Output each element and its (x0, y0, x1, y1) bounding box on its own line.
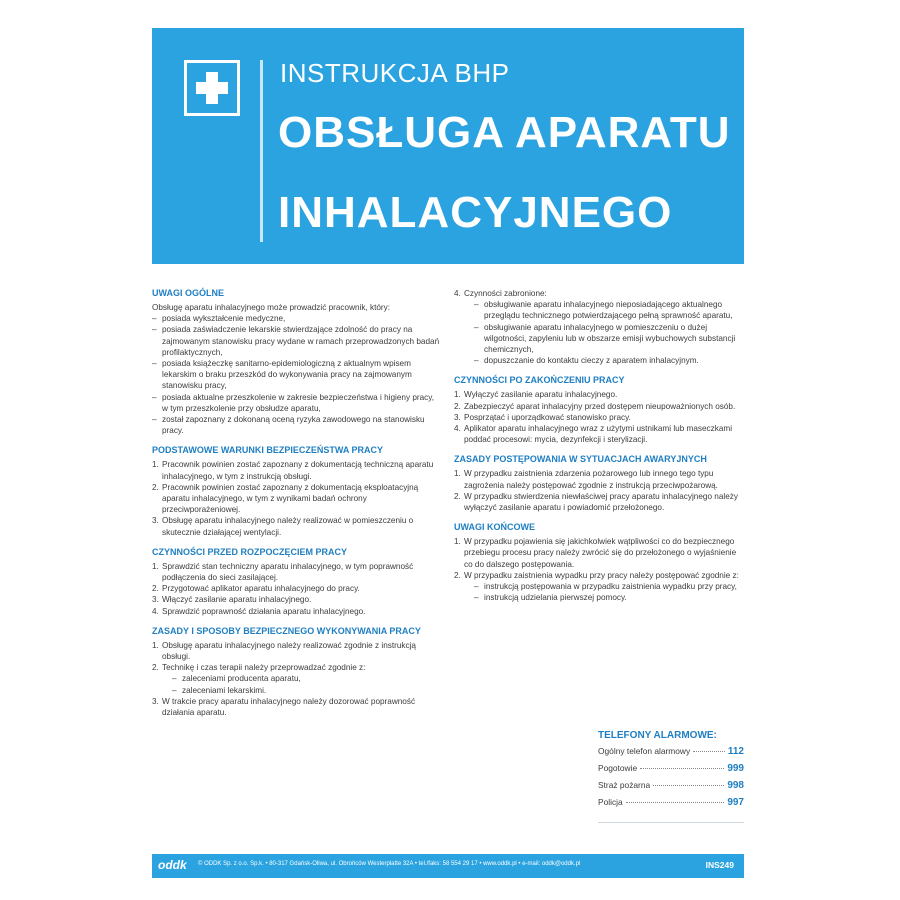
phone-dots (693, 751, 725, 752)
emergency-phones (598, 730, 744, 823)
item-marker: 1. (454, 390, 461, 400)
section-intro: Obsługę aparatu inhalacyjnego może prowadzić pracownik, który: (152, 303, 391, 312)
item-text: Sprawdzić poprawność działania aparatu inhalacyjnego. (162, 606, 366, 616)
footer-bar (152, 854, 744, 878)
section (454, 375, 744, 445)
list-item (152, 662, 442, 696)
item-text: Pracownik powinien zostać zapoznany z dokumentacją techniczną aparatu inhalacyjnego, w tym z instrukcją obsługi. (162, 460, 434, 481)
item-marker: 4. (454, 289, 461, 298)
list-item (454, 401, 744, 412)
sub-item-text: zaleceniami lekarskimi. (182, 685, 267, 695)
section-heading: CZYNNOŚCI PO ZAKOŃCZENIU PRACY (454, 375, 625, 386)
header-kicker: INSTRUKCJA BHP (280, 58, 510, 88)
list-item (454, 536, 744, 570)
phone-dots (640, 768, 724, 769)
phone-dots (653, 785, 724, 786)
phone-row (598, 746, 744, 763)
list-item (152, 459, 442, 481)
phone-number: 997 (727, 797, 744, 808)
item-marker: 1. (454, 537, 461, 547)
item-text: posiada wykształcenie medyczne, (162, 314, 286, 324)
section-list (454, 389, 744, 445)
item-marker: 4. (152, 606, 159, 616)
section-heading: UWAGI OGÓLNE (152, 288, 224, 298)
item-marker: 2. (454, 491, 461, 501)
section-list (454, 288, 744, 366)
sub-list-item (162, 685, 442, 696)
item-text: został zapoznany z dokonaną oceną ryzyka zawodowego na stanowisku pracy. (162, 415, 425, 436)
item-marker: 2. (454, 401, 461, 411)
sub-item-text: obsługiwanie aparatu inhalacyjnego nieposiadającego aktualnego przeglądu technicznego potwierdzającego pełną sprawność aparatu, (484, 300, 733, 321)
phone-label: Policja (598, 797, 623, 807)
instruction-sheet (152, 28, 744, 880)
list-item (454, 570, 744, 604)
sub-list-item (464, 592, 744, 603)
item-marker: 4. (454, 424, 461, 434)
sub-list-item (464, 322, 744, 356)
sub-item-text: obsługiwanie aparatu inhalacyjnego w pomieszczeniu o dużej wilgotności, zapyleniu lub w obszarze emisji wybuchowych substancji chemicznych, (484, 322, 736, 355)
sub-list (162, 673, 442, 695)
sub-list-item (464, 299, 744, 321)
item-text: W przypadku stwierdzenia niewłaściwej pracy aparatu inhalacyjnego należy wyłączyć zasilanie aparatu i powiadomić przełożonego. (464, 491, 738, 513)
section-heading: PODSTAWOWE WARUNKI BEZPIECZEŃSTWA PRACY (152, 445, 384, 456)
item-marker: – (152, 392, 157, 402)
item-marker: 2. (454, 570, 461, 580)
item-text: Zabezpieczyć aparat inhalacyjny przed dostępem nieupoważnionych osób. (464, 401, 736, 411)
list-item (454, 491, 744, 513)
section-list (152, 459, 442, 537)
item-text: W trakcie pracy aparatu inhalacyjnego należy dozorować poprawność działania aparatu. (162, 696, 416, 718)
item-marker: 1. (454, 469, 461, 479)
sub-marker: – (172, 685, 177, 695)
phones-rule (598, 822, 744, 823)
item-text: Wyłączyć zasilanie aparatu inhalacyjnego. (464, 390, 618, 400)
section-list (152, 313, 442, 436)
item-text: Czynności zabronione: (464, 289, 547, 298)
item-text: posiada książeczkę sanitarno-epidemiologiczną z aktualnym wpisem lekarskim o braku przeszkód do wykonywania pracy na zajmowanym stanowisku pracy, (162, 359, 412, 391)
list-item (454, 288, 744, 366)
list-item (152, 482, 442, 516)
item-marker: 2. (152, 663, 159, 673)
item-marker: 1. (152, 460, 159, 470)
sub-marker: – (474, 322, 479, 332)
section-heading: UWAGI KOŃCOWE (454, 522, 535, 533)
item-marker: 3. (152, 595, 159, 605)
sub-item-text: dopuszczanie do kontaktu cieczy z aparatem inhalacyjnym. (484, 356, 699, 366)
item-marker: 1. (152, 561, 159, 571)
item-marker: 3. (454, 412, 461, 422)
sub-item-text: instrukcją udzielania pierwszej pomocy. (484, 593, 627, 603)
item-text: Włączyć zasilanie aparatu inhalacyjnego. (162, 595, 312, 605)
sub-marker: – (474, 593, 479, 603)
section (454, 288, 744, 366)
sub-marker: – (474, 582, 479, 592)
phone-label: Ogólny telefon alarmowy (598, 746, 691, 756)
sub-list-item (464, 581, 744, 592)
header-banner (152, 28, 744, 264)
first-aid-cross-icon (184, 60, 240, 116)
list-item (152, 594, 442, 605)
section-list (454, 536, 744, 603)
item-marker: 2. (152, 584, 159, 594)
item-text: Obsługę aparatu inhalacyjnego należy realizować zgodnie z instrukcją obsługi. (162, 640, 416, 662)
phone-dots (626, 802, 725, 803)
sub-marker: – (172, 674, 177, 684)
sub-list (464, 299, 744, 366)
item-text: Obsługę aparatu inhalacyjnego należy realizować w pomieszczeniu o skutecznie działającej wentylacji. (162, 516, 414, 537)
section (152, 288, 442, 436)
section (454, 454, 744, 513)
sub-list-item (464, 355, 744, 366)
list-item (152, 606, 442, 617)
list-item (454, 468, 744, 490)
item-marker: 1. (152, 640, 159, 650)
list-item (152, 561, 442, 583)
phone-number: 999 (727, 763, 744, 774)
item-marker: – (152, 415, 157, 425)
section-heading: ZASADY I SPOSOBY BEZPIECZNEGO WYKONYWANIA PRACY (152, 625, 421, 636)
list-item (454, 389, 744, 400)
list-item (152, 324, 442, 358)
phone-label: Pogotowie (598, 763, 638, 773)
section-list (454, 468, 744, 513)
phone-row (598, 797, 744, 814)
item-marker: 3. (152, 516, 159, 526)
document-code: INS249 (705, 860, 734, 870)
item-text: Posprzątać i uporządkować stanowisko pracy. (464, 412, 631, 422)
item-text: W przypadku pojawienia się jakichkolwiek wątpliwości co do bezpiecznego przebiegu procesu pracy należy zwrócić się do przełożonego o wyjaśnienie co do dalszego postępowania. (464, 537, 737, 569)
section (152, 626, 442, 718)
footer-logo: oddk (158, 858, 187, 872)
item-text: Przygotować aplikator aparatu inhalacyjnego do pracy. (162, 584, 360, 594)
list-item (152, 392, 442, 414)
section-list (152, 640, 442, 718)
section (152, 547, 442, 617)
sub-marker: – (474, 356, 479, 366)
sub-list (464, 581, 744, 603)
sub-list-item (162, 673, 442, 684)
phone-row (598, 763, 744, 780)
list-item (152, 583, 442, 594)
page-title-line2: INHALACYJNEGO (278, 188, 673, 237)
list-item (454, 423, 744, 445)
section (454, 522, 744, 603)
right-column (454, 288, 744, 612)
item-text: W przypadku zaistnienia zdarzenia pożarowego lub innego tego typu zagrożenia należy postępować zgodnie z instrukcją przeciwpożarową. (464, 469, 718, 490)
section (152, 445, 442, 537)
item-marker: 3. (152, 696, 159, 706)
phone-number: 112 (727, 746, 744, 757)
list-item (152, 696, 442, 718)
footer-contact: © ODDK Sp. z o.o. Sp.k. • 80-317 Gdańsk-Oliwa, ul. Obrońców Westerplatte 32A • tel./faks: 58 554 29 17 • www.oddk.pl • e-mail: oddk@oddk.pl (198, 861, 581, 867)
item-text: Technikę i czas terapii należy przeprowadzać zgodnie z: (162, 663, 366, 673)
phones-heading: TELEFONY ALARMOWE: (598, 730, 717, 741)
list-item (454, 412, 744, 423)
phone-number: 998 (727, 780, 744, 791)
item-marker: 2. (152, 482, 159, 492)
list-item (152, 515, 442, 537)
left-column (152, 288, 442, 727)
phone-label: Straż pożarna (598, 780, 651, 790)
sub-marker: – (474, 300, 479, 310)
section-heading: CZYNNOŚCI PRZED ROZPOCZĘCIEM PRACY (152, 546, 348, 557)
item-text: Aplikator aparatu inhalacyjnego wraz z użytymi ustnikami lub maseczkami poddać procesowi: mycia, dezynfekcji i sterylizacji. (464, 424, 733, 445)
item-text: Sprawdzić stan techniczny aparatu inhalacyjnego, w tym poprawność podłączenia do sieci zasilającej. (162, 561, 414, 583)
item-text: posiada zaświadczenie lekarskie stwierdzające zdolność do pracy na zajmowanym stanowisku pracy wydane w ramach przeprowadzonych badań profilaktycznych, (162, 325, 440, 357)
header-divider (260, 60, 263, 242)
item-text: W przypadku zaistnienia wypadku przy pracy należy postępować zgodnie z: (464, 570, 739, 580)
phone-row (598, 780, 744, 797)
item-text: posiada aktualne przeszkolenie w zakresie bezpieczeństwa i higieny pracy, w tym przeszkolenie przy obsłudze aparatu, (162, 392, 435, 413)
sub-item-text: zaleceniami producenta aparatu, (182, 674, 301, 684)
section-heading: ZASADY POSTĘPOWANIA W SYTUACJACH AWARYJNYCH (454, 454, 707, 465)
item-text: Pracownik powinien zostać zapoznany z dokumentacją eksploatacyjną aparatu inhalacyjnego, w tym z wynikami badań ochrony przeciwporażeniowej. (162, 482, 419, 515)
section-list (152, 561, 442, 617)
list-item (152, 640, 442, 662)
list-item (152, 358, 442, 392)
list-item (152, 414, 442, 436)
item-marker: – (152, 325, 157, 335)
page-title-line1: OBSŁUGA APARATU (278, 108, 731, 157)
sub-item-text: instrukcją postępowania w przypadku zaistnienia wypadku przy pracy, (484, 582, 737, 592)
item-marker: – (152, 314, 157, 324)
list-item (152, 313, 442, 324)
item-marker: – (152, 359, 157, 369)
